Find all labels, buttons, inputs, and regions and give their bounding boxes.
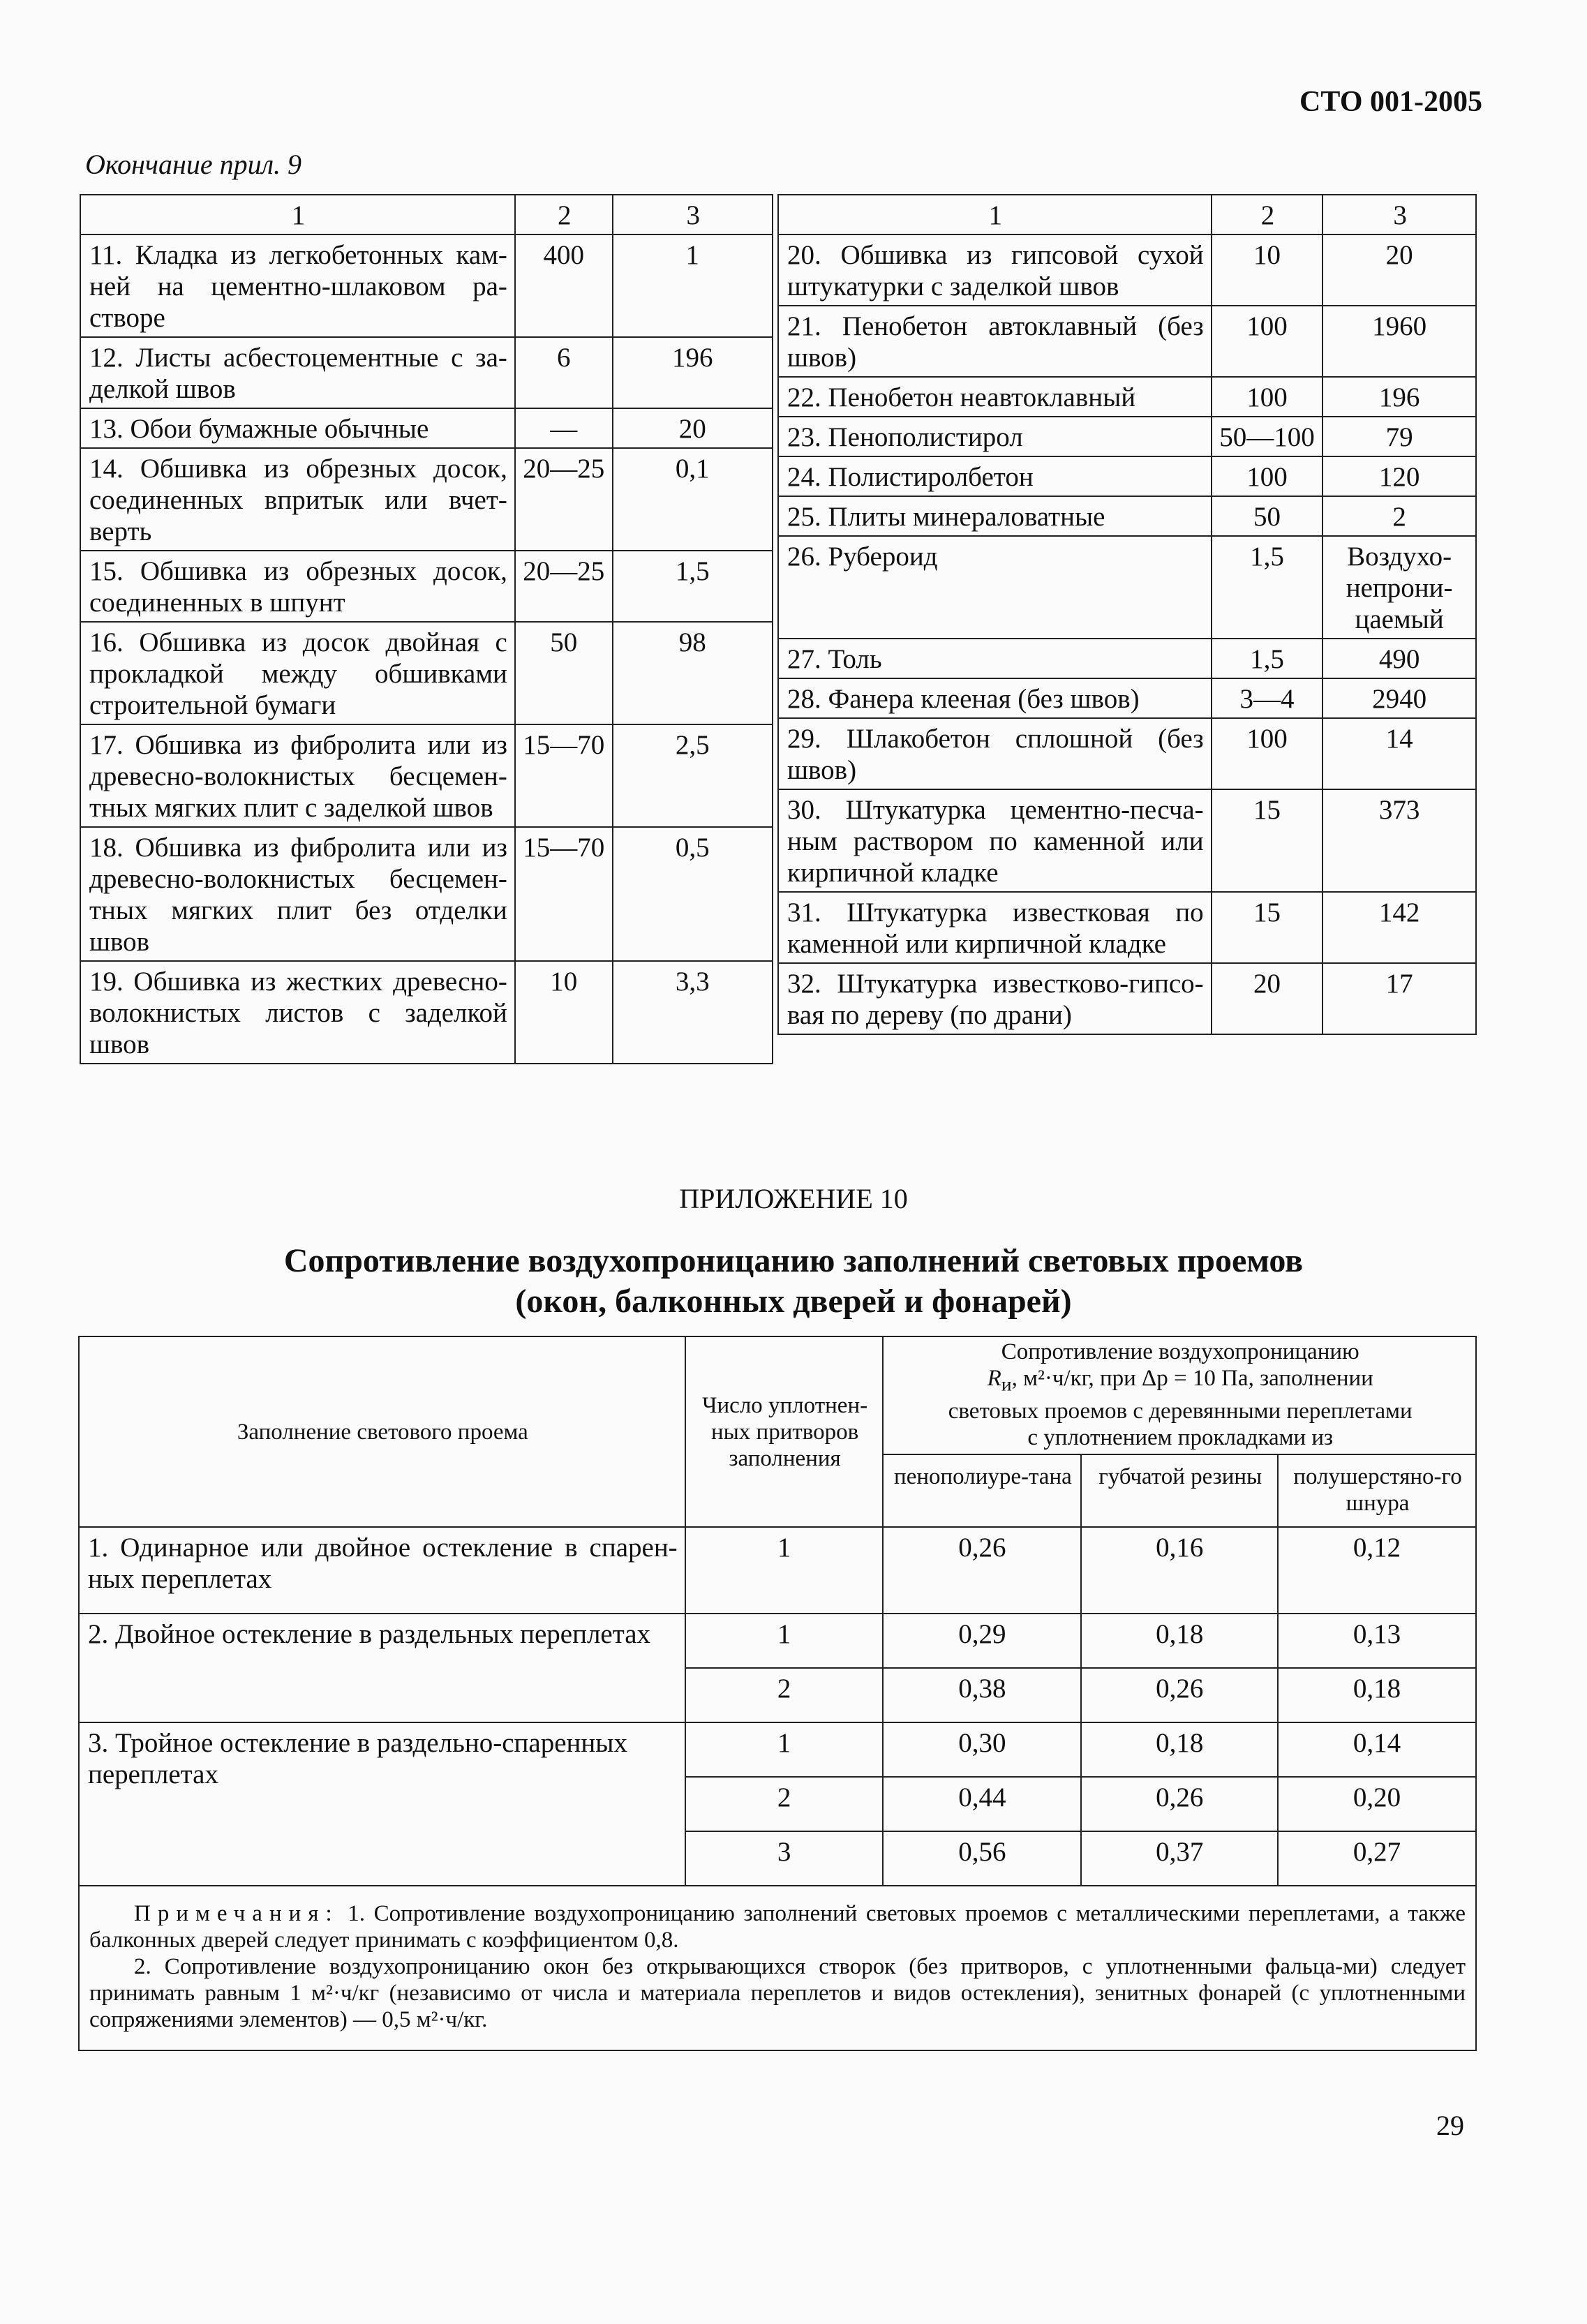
header-row [79,1336,1476,1454]
thickness: 50 [515,622,613,724]
thickness: 15 [1212,892,1323,963]
resistance: 14 [1322,718,1476,789]
header-resistance-formula [892,1365,1468,1398]
header-resistance [883,1336,1476,1454]
table-row [778,536,1476,639]
resistance: 142 [1322,892,1476,963]
material-name: 30. Штукатурка цементно-песча-ным раствором по каменной или кирпичной кладке [778,789,1212,892]
appendix-label: ПРИЛОЖЕНИЕ 10 [679,1183,908,1214]
table-row [778,963,1476,1034]
thickness: 100 [1212,718,1323,789]
table-row [778,377,1476,417]
material-name: 12. Листы асбестоцементные с за-делкой швов [80,337,515,408]
subheader-wool-cord: полушерстяно-го шнура [1278,1454,1476,1527]
resistance-symbol: R [987,1366,1001,1391]
material-name: 19. Обшивка из жестких древесно-волокнистых листов с заделкой швов [80,961,515,1064]
col-header-2: 2 [1212,195,1323,234]
header-row [80,195,773,234]
table-row [778,306,1476,377]
material-name: 25. Плиты минераловатные [778,496,1212,536]
material-name: 18. Обшивка из фибролита или из древесно-волокнистых бесцемен-тных мягких плит без отделки швов [80,827,515,961]
header-resistance-line: с уплотнением прокладками из [1027,1424,1334,1450]
resistance: 120 [1322,456,1476,496]
thickness: 50—100 [1212,417,1323,456]
notes-cell [79,1886,1476,2050]
thickness: 100 [1212,456,1323,496]
thickness: — [515,408,613,448]
col-header-1: 1 [80,195,515,234]
value-polyurethane: 0,44 [883,1777,1081,1831]
table-row [80,724,773,827]
table-row [80,234,773,337]
col-header-3: 3 [1322,195,1476,234]
seal-count: 2 [685,1777,884,1831]
table-row [778,892,1476,963]
seal-count: 1 [685,1722,884,1777]
header-resistance-line: Сопротивление воздухопроницанию [1001,1339,1359,1364]
thickness: 15—70 [515,827,613,961]
thickness: 10 [1212,234,1323,306]
table-row [778,789,1476,892]
appendix9-table-left [80,194,773,1064]
value-wool-cord: 0,13 [1278,1614,1476,1668]
material-name: 15. Обшивка из обрезных досок, соединенных в шпунт [80,551,515,622]
resistance: 2 [1322,496,1476,536]
material-name: 13. Обои бумажные обычные [80,408,515,448]
appendix10-table [78,1336,1477,2051]
material-name: 31. Штукатурка известковая по каменной или кирпичной кладке [778,892,1212,963]
resistance: 20 [613,408,773,448]
thickness: 20—25 [515,448,613,551]
resistance: 1960 [1322,306,1476,377]
thickness: 20 [1212,963,1323,1034]
fill-type: 2. Двойное остекление в раздельных переплетах [79,1614,685,1722]
material-name: 29. Шлакобетон сплошной (без швов) [778,718,1212,789]
table-row [79,1722,1476,1777]
col-header-2: 2 [515,195,613,234]
seal-count: 1 [685,1614,884,1668]
value-polyurethane: 0,38 [883,1668,1081,1722]
table-row [778,496,1476,536]
material-name: 28. Фанера клееная (без швов) [778,678,1212,718]
thickness: 20—25 [515,551,613,622]
value-sponge-rubber: 0,37 [1081,1831,1278,1886]
resistance: 79 [1322,417,1476,456]
value-sponge-rubber: 0,26 [1081,1668,1278,1722]
note-1 [89,1900,1466,1953]
thickness: 100 [1212,377,1323,417]
table-row [80,961,773,1064]
thickness: 15 [1212,789,1323,892]
header-seal-count: Число уплотнен-ных притворов заполнения [685,1336,884,1527]
col-header-1: 1 [778,195,1212,234]
note-2: 2. Сопротивление воздухопроницанию окон без открывающихся створок (без притворов, с уплотненными фальца-ми) следует принимать равным 1 м²·ч/кг (независимо от числа и материала переплетов и видов остекления), зенитных фонарей (с уплотненными сопряжениями элементов) — 0,5 м²·ч/кг. [89,1953,1466,2032]
page-number: 29 [1436,2110,1464,2141]
thickness: 3—4 [1212,678,1323,718]
resistance: 196 [1322,377,1476,417]
value-sponge-rubber: 0,18 [1081,1614,1278,1668]
resistance: 373 [1322,789,1476,892]
appendix-title [0,1241,1587,1322]
material-name: 32. Штукатурка известково-гипсо-вая по дереву (по драни) [778,963,1212,1034]
table-row [80,551,773,622]
value-polyurethane: 0,29 [883,1614,1081,1668]
thickness: 1,5 [1212,536,1323,639]
value-sponge-rubber: 0,16 [1081,1527,1278,1614]
resistance: 2940 [1322,678,1476,718]
seal-count: 1 [685,1527,884,1614]
col-header-3: 3 [613,195,773,234]
table-row [778,417,1476,456]
thickness: 50 [1212,496,1323,536]
material-name: 21. Пенобетон автоклавный (без швов) [778,306,1212,377]
table-row [778,678,1476,718]
table-row [80,337,773,408]
appendix-title-line: (окон, балконных дверей и фонарей) [515,1283,1072,1320]
material-name: 11. Кладка из легкобетонных кам-ней на цементно-шлаковом ра-створе [80,234,515,337]
value-wool-cord: 0,20 [1278,1777,1476,1831]
value-sponge-rubber: 0,18 [1081,1722,1278,1777]
thickness: 6 [515,337,613,408]
resistance-subscript: и [1001,1373,1012,1395]
material-name: 17. Обшивка из фибролита или из древесно-волокнистых бесцемен-тных мягких плит с заделкой швов [80,724,515,827]
table-row [778,456,1476,496]
material-name: 24. Полистиролбетон [778,456,1212,496]
material-name: 22. Пенобетон неавтоклавный [778,377,1212,417]
table-row [80,408,773,448]
thickness: 10 [515,961,613,1064]
table-row [80,448,773,551]
notes-row [79,1886,1476,2050]
notes-label: Примечания: [134,1900,339,1926]
value-wool-cord: 0,12 [1278,1527,1476,1614]
resistance: 2,5 [613,724,773,827]
thickness: 15—70 [515,724,613,827]
appendix-title-line: Сопротивление воздухопроницанию заполнений световых проемов [283,1242,1304,1279]
value-wool-cord: 0,27 [1278,1831,1476,1886]
note-1-text: 1. Сопротивление воздухопроницанию заполнений световых проемов с металлическими переплетами, а также балконных дверей следует принимать с коэффициентом 0,8. [89,1900,1466,1953]
material-name: 20. Обшивка из гипсовой сухой штукатурки с заделкой швов [778,234,1212,306]
thickness: 400 [515,234,613,337]
seal-count: 3 [685,1831,884,1886]
fill-type: 1. Одинарное или двойное остекление в спарен-ных переплетах [79,1527,685,1614]
seal-count: 2 [685,1668,884,1722]
subheader-sponge-rubber: губчатой резины [1081,1454,1278,1527]
resistance: 17 [1322,963,1476,1034]
resistance: 20 [1322,234,1476,306]
material-name: 23. Пенополистирол [778,417,1212,456]
value-polyurethane: 0,30 [883,1722,1081,1777]
header-row [778,195,1476,234]
table-row [778,639,1476,678]
resistance: 490 [1322,639,1476,678]
table-row [79,1614,1476,1668]
value-sponge-rubber: 0,26 [1081,1777,1278,1831]
table-row [778,234,1476,306]
header-resistance-line: световых проемов с деревянными переплетами [948,1398,1413,1424]
subheader-polyurethane: пенополиуре-тана [883,1454,1081,1527]
resistance: 1 [613,234,773,337]
fill-type: 3. Тройное остекление в раздельно-спаренных переплетах [79,1722,685,1886]
resistance-units: , м²·ч/кг, при Δp = 10 Па, заполнении [1011,1366,1373,1391]
resistance: 3,3 [613,961,773,1064]
resistance: 0,1 [613,448,773,551]
thickness: 1,5 [1212,639,1323,678]
resistance: 1,5 [613,551,773,622]
header-fill: Заполнение светового проема [79,1336,685,1527]
material-name: 16. Обшивка из досок двойная с прокладкой между обшивками строительной бумаги [80,622,515,724]
material-name: 27. Толь [778,639,1212,678]
document-code: СТО 001-2005 [1299,86,1482,118]
resistance: 0,5 [613,827,773,961]
table-row [80,622,773,724]
table-row [80,827,773,961]
table-row [778,718,1476,789]
material-name: 26. Рубероид [778,536,1212,639]
thickness: 100 [1212,306,1323,377]
value-wool-cord: 0,18 [1278,1668,1476,1722]
table-row [79,1527,1476,1614]
resistance: 196 [613,337,773,408]
resistance: 98 [613,622,773,724]
value-polyurethane: 0,56 [883,1831,1081,1886]
continuation-label: Окончание прил. 9 [85,149,302,180]
resistance: Воздухо-непрони-цаемый [1322,536,1476,639]
value-wool-cord: 0,14 [1278,1722,1476,1777]
appendix9-table-right [777,194,1477,1035]
value-polyurethane: 0,26 [883,1527,1081,1614]
material-name: 14. Обшивка из обрезных досок, соединенных впритык или вчет-верть [80,448,515,551]
